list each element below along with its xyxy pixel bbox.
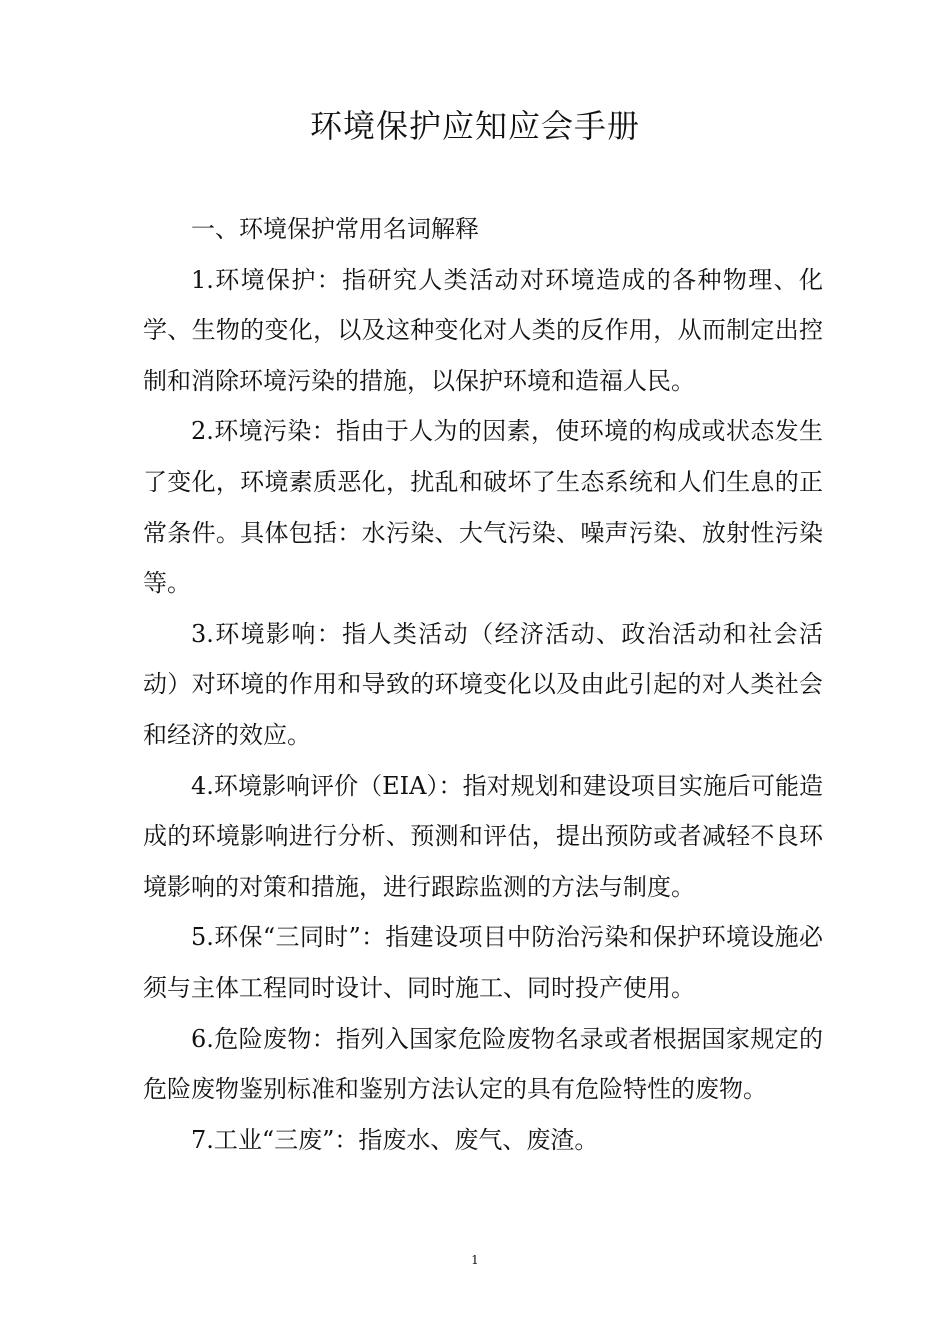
document-title: 环境保护应知应会手册 [309, 107, 640, 145]
paragraph-hazardous-waste: 6.危险废物：指列入国家危险废物名录或者根据国家规定的危险废物鉴别标准和鉴别方法认定的具有危险特性的废物。 [143, 1024, 823, 1104]
paragraph-industrial-three-wastes: 7.工业“三废”：指废水、废气、废渣。 [191, 1125, 599, 1154]
paragraph-environmental-pollution: 2.环境污染：指由于人为的因素，使环境的构成或状态发生了变化，环境素质恶化，扰乱和破坏了生态系统和人们生息的正常条件。具体包括：水污染、大气污染、噪声污染、放射性污染等。 [143, 417, 823, 598]
paragraph-environmental-impact: 3.环境影响：指人类活动（经济活动、政治活动和社会活动）对环境的作用和导致的环境变化以及由此引起的对人类社会和经济的效应。 [143, 619, 823, 749]
paragraph-environmental-protection: 1.环境保护：指研究人类活动对环境造成的各种物理、化学、生物的变化，以及这种变化对人类的反作用，从而制定出控制和消除环境污染的措施，以保护环境和造福人民。 [143, 265, 823, 395]
document-body [143, 204, 823, 1165]
paragraph-environmental-impact-assessment: 4.环境影响评价（EIA）：指对规划和建设项目实施后可能造成的环境影响进行分析、预测和评估，提出预防或者减轻不良环境影响的对策和措施，进行跟踪监测的方法与制度。 [143, 771, 823, 901]
section-heading: 一、环境保护常用名词解释 [191, 215, 479, 243]
paragraph-three-simultaneities: 5.环保“三同时”：指建设项目中防治污染和保护环境设施必须与主体工程同时设计、同时施工、同时投产使用。 [143, 923, 823, 1002]
page-number: 1 [471, 1253, 479, 1267]
